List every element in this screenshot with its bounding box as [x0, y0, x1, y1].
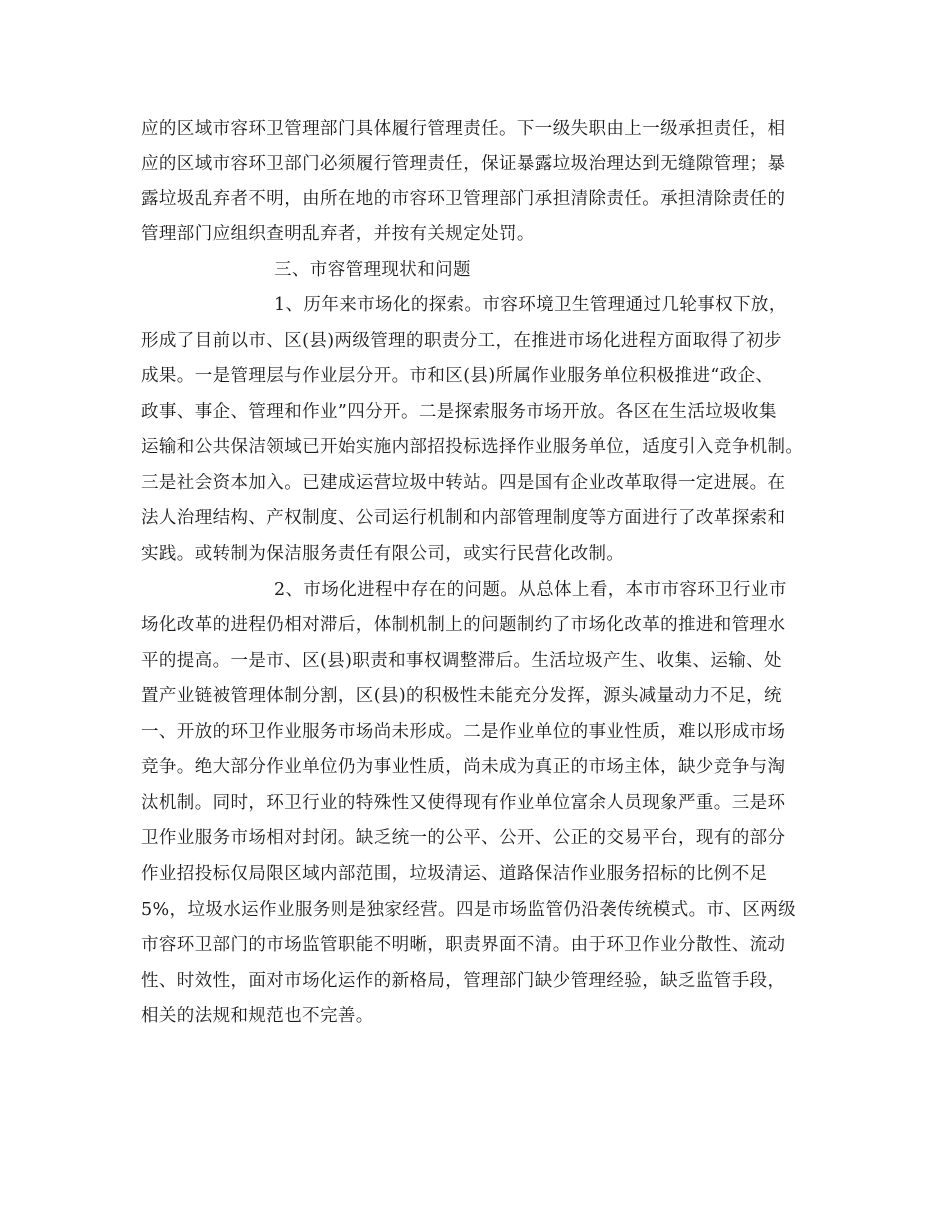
text-line: 应的区域市容环卫部门必须履行管理责任，保证暴露垃圾治理达到无缝隙管理；暴 [141, 154, 786, 174]
text-line: 竞争。绝大部分作业单位仍为事业性质，尚未成为真正的市场主体，缺少竞争与淘 [141, 757, 786, 777]
text-line: 形成了目前以市、区(县)两级管理的职责分工，在推进市场化进程方面取得了初步 [141, 331, 782, 351]
text-line: 场化改革的进程仍相对滞后，体制机制上的问题制约了市场化改革的推进和管理水 [141, 615, 786, 635]
text-line: 市容环卫部门的市场监管职能不明晰，职责界面不清。由于环卫作业分散性、流动 [141, 935, 786, 955]
text-line: 政事、事企、管理和作业”四分开。二是探索服务市场开放。各区在生活垃圾收集 [141, 402, 777, 422]
paragraph-start: 2、市场化进程中存在的问题。从总体上看，本市市容环卫行业市 [274, 580, 787, 600]
text-line: 法人治理结构、产权制度、公司运行机制和内部管理制度等方面进行了改革探索和 [141, 508, 786, 528]
text-line: 露垃圾乱弃者不明，由所在地的市容环卫管理部门承担清除责任。承担清除责任的 [141, 189, 786, 209]
text-line: 作业招投标仅局限区域内部范围，垃圾清运、道路保洁作业服务招标的比例不足 [141, 864, 768, 884]
text-line: 三是社会资本加入。已建成运营垃圾中转站。四是国有企业改革取得一定进展。在 [141, 473, 786, 493]
text-line: 平的提高。一是市、区(县)职责和事权调整滞后。生活垃圾产生、收集、运输、处 [141, 651, 782, 671]
text-line: 置产业链被管理体制分割，区(县)的积极性未能充分发挥，源头减量动力不足，统 [141, 686, 782, 706]
text-line: 管理部门应组织查明乱弃者，并按有关规定处罚。 [141, 224, 535, 244]
text-line: 卫作业服务市场相对封闭。缺乏统一的公平、公开、公正的交易平台，现有的部分 [141, 828, 786, 848]
text-line: 5%，垃圾水运作业服务则是独家经营。四是市场监管仍沿袭传统模式。市、区两级 [141, 900, 797, 920]
text-line: 运输和公共保洁领域已开始实施内部招投标选择作业服务单位，适度引入竞争机制。 [141, 437, 804, 457]
section-heading: 三、市容管理现状和问题 [274, 260, 471, 280]
text-line: 实践。或转制为保洁服务责任有限公司，或实行民营化改制。 [141, 544, 625, 564]
text-line: 相关的法规和规范也不完善。 [141, 1006, 374, 1026]
text-line: 汰机制。同时，环卫行业的特殊性又使得现有作业单位富余人员现象严重。三是环 [141, 793, 786, 813]
text-line: 性、时效性，面对市场化运作的新格局，管理部门缺少管理经验，缺乏监管手段， [141, 971, 786, 991]
text-line: 应的区域市容环卫管理部门具体履行管理责任。下一级失职由上一级承担责任，相 [141, 119, 786, 139]
text-line: 一、开放的环卫作业服务市场尚未形成。二是作业单位的事业性质，难以形成市场 [141, 722, 786, 742]
text-line: 成果。一是管理层与作业层分开。市和区(县)所属作业服务单位积极推进“政企、 [141, 366, 774, 386]
paragraph-start: 1、历年来市场化的探索。市容环境卫生管理通过几轮事权下放， [274, 295, 787, 315]
